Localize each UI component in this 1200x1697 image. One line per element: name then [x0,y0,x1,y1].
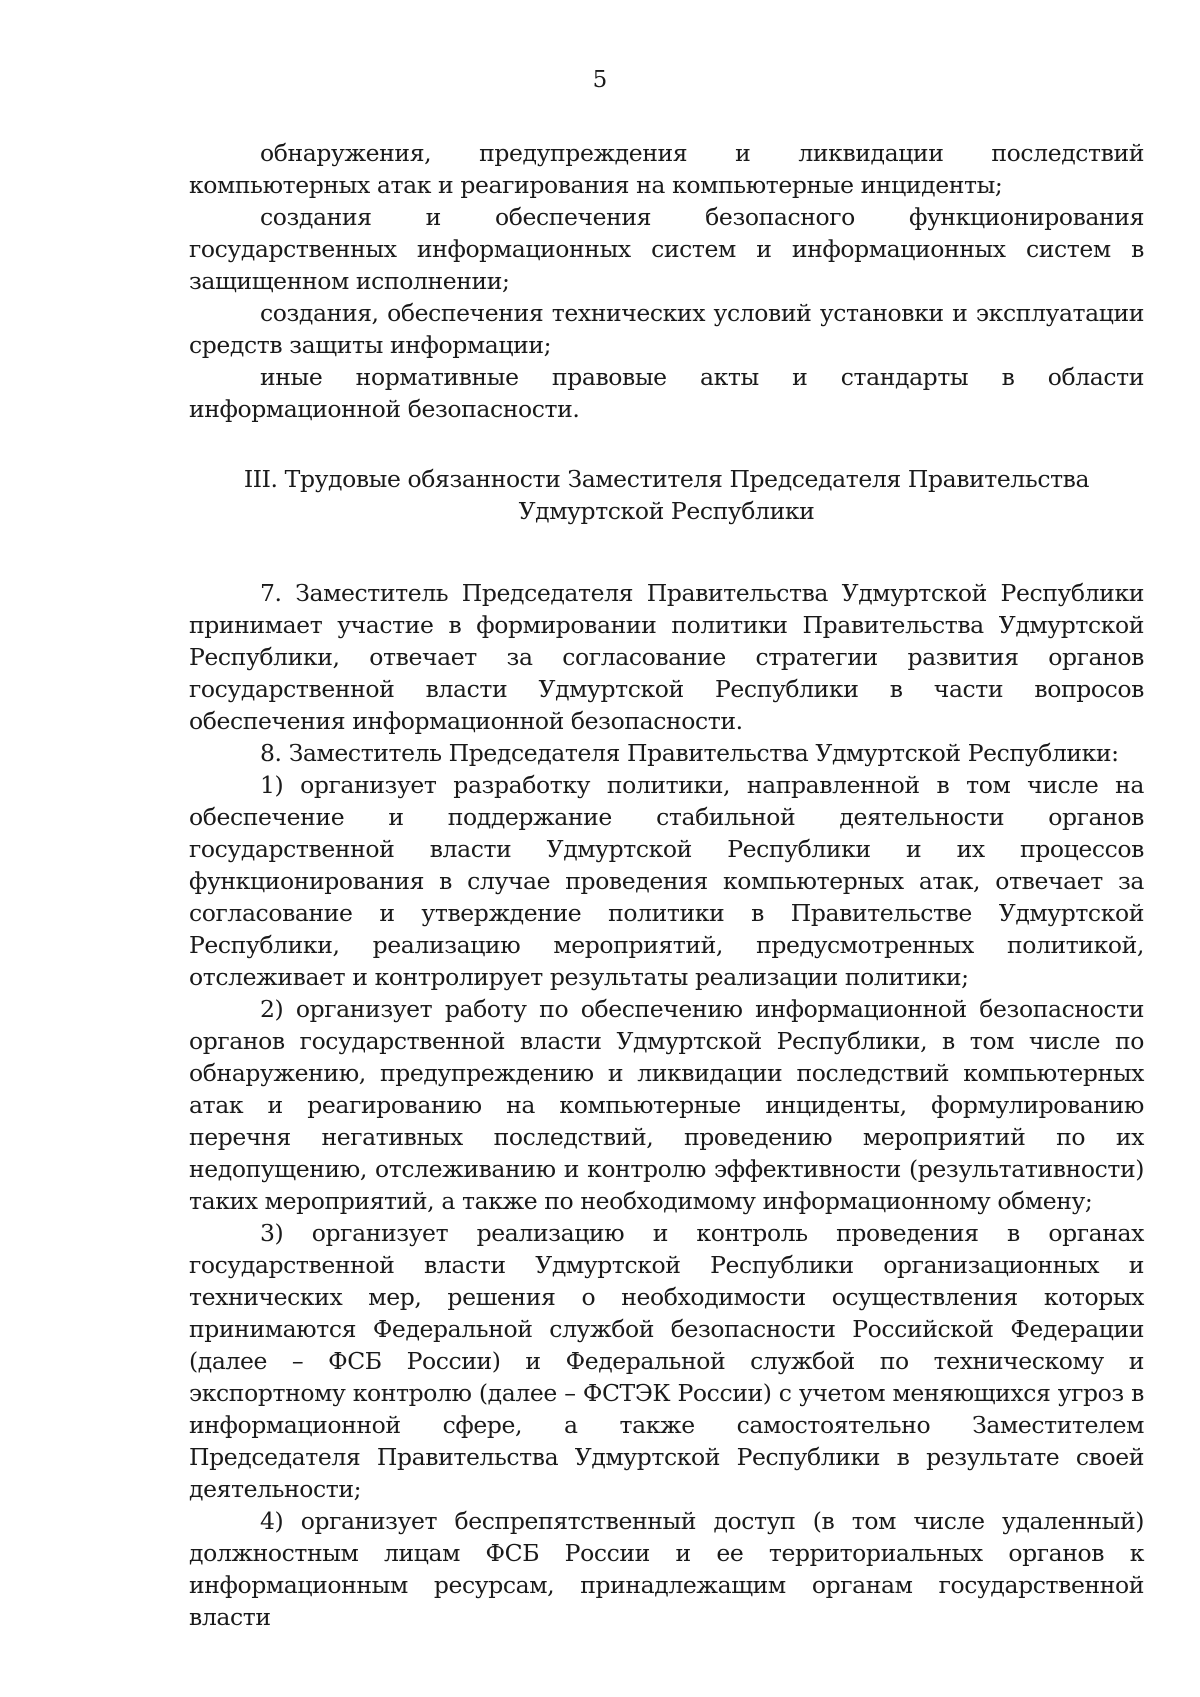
section-heading [189,463,1144,527]
paragraph-8-item-3: 3) организует реализацию и контроль проведения в органах государственной власти Удмуртской Республики организационных и технических мер, решения о необходимости осуществления которых принимаются Федеральной службой безопасности Российской Федерации (далее – ФСБ России) и Федеральной службой по техническому и экспортному контролю (далее – ФСТЭК России) с учетом меняющихся угроз в информационной сфере, а также самостоятельно Заместителем Председателя Правительства Удмуртской Республики в результате своей деятельности; [189,1219,1144,1503]
paragraph-8: 8. Заместитель Председателя Правительства Удмуртской Республики: [260,739,1119,767]
intro-paragraph-3: создания, обеспечения технических условий установки и эксплуатации средств защиты информации; [189,299,1144,359]
section-heading-line-2: Удмуртской Республики [518,497,815,525]
section-heading-line-1: III. Трудовые обязанности Заместителя Председателя Правительства [243,465,1090,493]
document-body [189,137,1144,1633]
intro-paragraph-1: обнаружения, предупреждения и ликвидации последствий компьютерных атак и реагирования на компьютерные инциденты; [189,139,1144,199]
intro-paragraph-4: иные нормативные правовые акты и стандарты в области информационной безопасности. [189,363,1144,423]
page-number: 5 [592,67,608,93]
paragraph-8-item-2: 2) организует работу по обеспечению информационной безопасности органов государственной власти Удмуртской Республики, в том числе по обнаружению, предупреждению и ликвидации последствий компьютерных атак и реагированию на компьютерные инциденты, формулированию перечня негативных последствий, проведению мероприятий по их недопущению, отслеживанию и контролю эффективности (результативности) таких мероприятий, а также по необходимому информационному обмену; [189,995,1144,1215]
paragraph-7: 7. Заместитель Председателя Правительства Удмуртской Республики принимает участие в формировании политики Правительства Удмуртской Республики, отвечает за согласование стратегии развития органов государственной власти Удмуртской Республики в части вопросов обеспечения информационной безопасности. [189,579,1144,735]
intro-paragraph-2: создания и обеспечения безопасного функционирования государственных информационных систем и информационных систем в защищенном исполнении; [189,203,1144,295]
paragraph-8-item-1: 1) организует разработку политики, направленной в том числе на обеспечение и поддержание стабильной деятельности органов государственной власти Удмуртской Республики и их процессов функционирования в случае проведения компьютерных атак, отвечает за согласование и утверждение политики в Правительстве Удмуртской Республики, реализацию мероприятий, предусмотренных политикой, отслеживает и контролирует результаты реализации политики; [189,771,1144,991]
paragraph-8-item-4: 4) организует беспрепятственный доступ (в том числе удаленный) должностным лицам ФСБ России и ее территориальных органов к информационным ресурсам, принадлежащим органам государственной власти [189,1507,1144,1631]
